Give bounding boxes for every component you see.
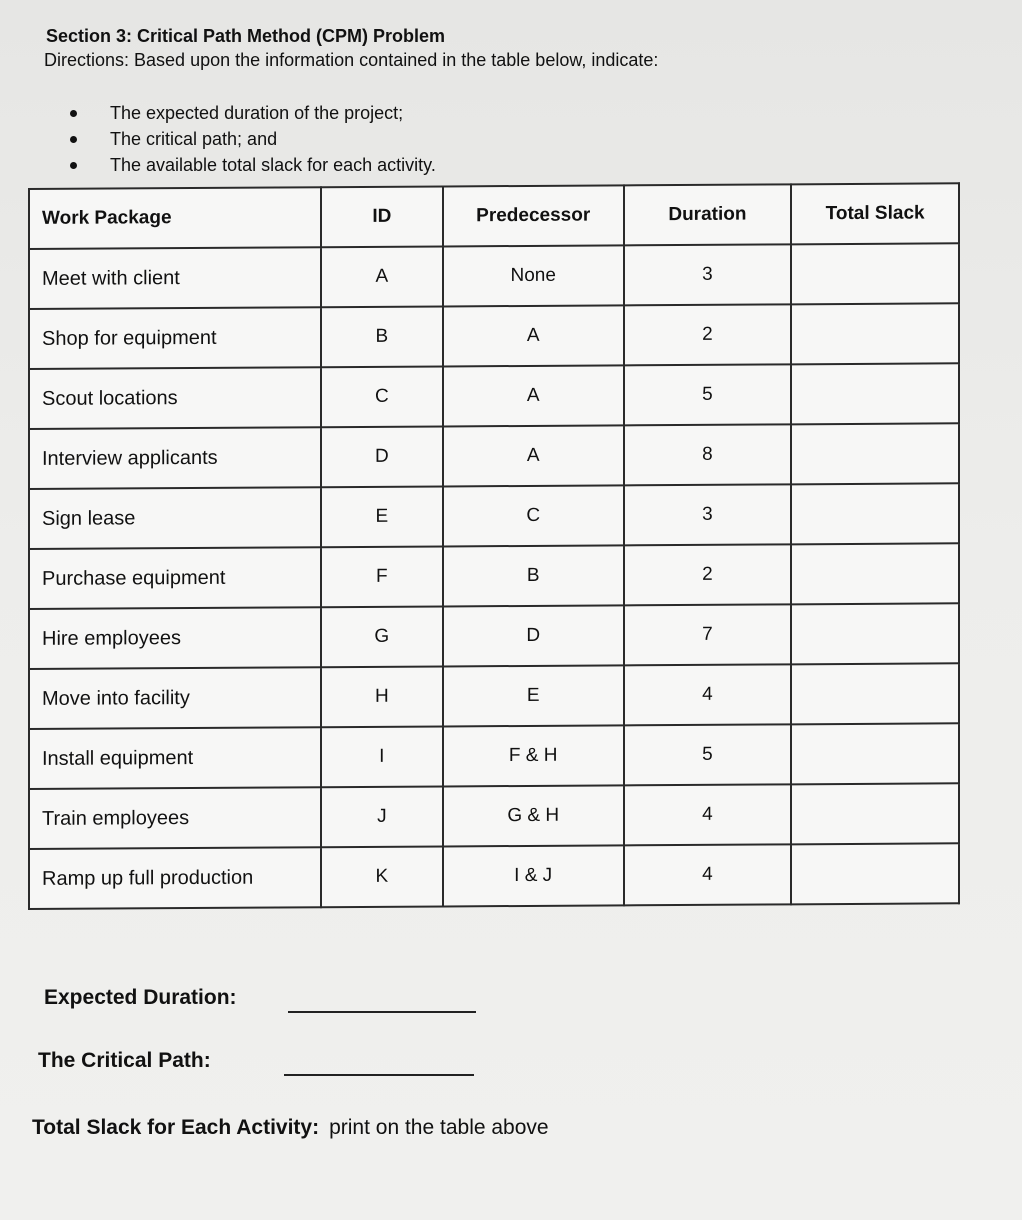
cell-predecessor: A (443, 305, 624, 366)
cell-duration: 5 (624, 364, 792, 425)
section-title: Section 3: Critical Path Method (CPM) Problem (46, 26, 446, 46)
cell-duration: 3 (624, 244, 792, 305)
cell-work-package: Ramp up full production (29, 847, 321, 909)
cell-total-slack[interactable] (791, 663, 959, 724)
cell-id: I (321, 726, 443, 787)
cell-predecessor: A (443, 365, 624, 426)
cell-total-slack[interactable] (791, 483, 959, 544)
bullet-icon (70, 136, 77, 143)
cell-total-slack[interactable] (791, 543, 959, 604)
cell-predecessor: E (443, 665, 624, 726)
cell-duration: 2 (624, 304, 792, 365)
total-slack-instruction (32, 1116, 549, 1140)
cell-id: K (321, 846, 443, 907)
cell-work-package: Shop for equipment (29, 307, 321, 369)
cell-total-slack[interactable] (791, 603, 959, 664)
cell-id: B (321, 306, 443, 367)
bullet-icon (70, 162, 77, 169)
cell-total-slack[interactable] (791, 843, 959, 904)
cell-duration: 3 (624, 484, 792, 545)
cell-duration: 4 (624, 664, 792, 725)
cell-predecessor: I & J (443, 845, 624, 906)
cpm-table (28, 182, 960, 910)
cell-predecessor: None (443, 245, 624, 306)
header-duration: Duration (624, 184, 792, 245)
cell-predecessor: C (443, 485, 624, 546)
cell-predecessor: G & H (443, 785, 624, 846)
header-work-package: Work Package (29, 187, 321, 249)
bullet-icon (70, 110, 77, 117)
cell-total-slack[interactable] (791, 783, 959, 844)
table-row (29, 423, 959, 489)
header-predecessor: Predecessor (443, 185, 624, 246)
table-row (29, 543, 959, 609)
cell-total-slack[interactable] (791, 423, 959, 484)
critical-path-answer-line[interactable] (284, 1074, 474, 1076)
instruction-text: The critical path; and (110, 129, 278, 149)
cell-predecessor: B (443, 545, 624, 606)
cell-total-slack[interactable] (791, 363, 959, 424)
cell-total-slack[interactable] (791, 303, 959, 364)
cell-id: A (321, 246, 443, 307)
cell-duration: 8 (624, 424, 792, 485)
table-row (29, 663, 959, 729)
cell-duration: 2 (624, 544, 792, 605)
table-row (29, 783, 959, 849)
cell-predecessor: A (443, 425, 624, 486)
cell-id: D (321, 426, 443, 487)
table-row (29, 483, 959, 549)
instruction-item (62, 126, 436, 152)
cell-id: C (321, 366, 443, 427)
cell-id: E (321, 486, 443, 547)
critical-path-label: The Critical Path: (38, 1049, 211, 1072)
instruction-text: The expected duration of the project; (110, 103, 404, 123)
cell-id: F (321, 546, 443, 607)
table-header-row (29, 183, 959, 249)
header-total-slack: Total Slack (791, 183, 959, 244)
instruction-item (62, 152, 436, 178)
cell-work-package: Interview applicants (29, 427, 321, 489)
expected-duration-answer-line[interactable] (288, 1011, 476, 1013)
table-row (29, 723, 959, 789)
cell-id: G (321, 606, 443, 667)
cell-id: H (321, 666, 443, 727)
cell-work-package: Meet with client (29, 247, 321, 309)
cell-duration: 4 (624, 844, 792, 905)
cell-work-package: Hire employees (29, 607, 321, 669)
cell-duration: 4 (624, 784, 792, 845)
cell-work-package: Purchase equipment (29, 547, 321, 609)
cell-work-package: Install equipment (29, 727, 321, 789)
cell-work-package: Move into facility (29, 667, 321, 729)
total-slack-note: print on the table above (329, 1116, 549, 1139)
cell-predecessor: D (443, 605, 624, 666)
cell-work-package: Scout locations (29, 367, 321, 429)
cell-total-slack[interactable] (791, 723, 959, 784)
cell-duration: 5 (624, 724, 792, 785)
instruction-item (62, 100, 436, 126)
cell-duration: 7 (624, 604, 792, 665)
header-id: ID (321, 186, 443, 247)
expected-duration-label: Expected Duration: (44, 986, 237, 1009)
cell-id: J (321, 786, 443, 847)
table-row (29, 303, 959, 369)
cell-predecessor: F & H (443, 725, 624, 786)
table-row (29, 843, 959, 909)
instruction-list (62, 100, 436, 178)
cell-total-slack[interactable] (791, 243, 959, 304)
directions-text: Directions: Based upon the information contained in the table below, indicate: (44, 50, 659, 70)
total-slack-label: Total Slack for Each Activity: (32, 1116, 320, 1139)
cell-work-package: Train employees (29, 787, 321, 849)
cell-work-package: Sign lease (29, 487, 321, 549)
table-row (29, 603, 959, 669)
table-row (29, 363, 959, 429)
table-row (29, 243, 959, 309)
instruction-text: The available total slack for each activity. (110, 155, 436, 175)
